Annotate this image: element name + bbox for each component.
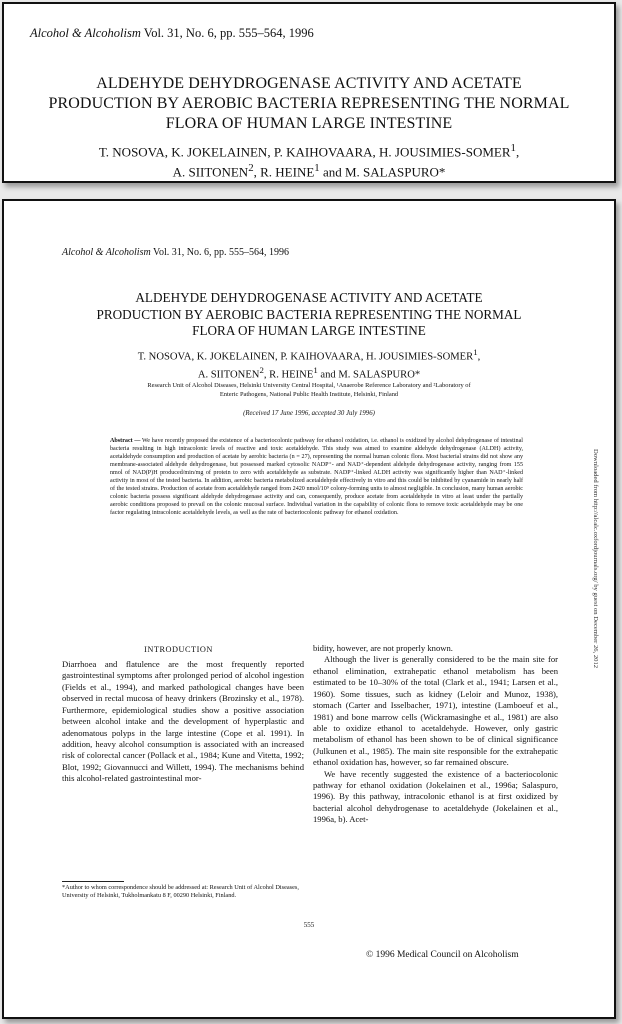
author-names: A. SIITONEN — [197, 369, 260, 381]
affiliation-marker: 1 — [313, 365, 318, 376]
paragraph: bidity, however, are not properly known. — [313, 643, 453, 653]
affiliation-line: Research Unit of Alcohol Diseases, Helsinki University Central Hospital, ¹Anaerobe Reference Laboratory and ²Laboratory of — [147, 382, 471, 389]
author-names: A. SIITONEN — [172, 164, 249, 180]
abstract-text: We have recently proposed the existence of a bacteriocolonic pathway for ethanol oxidation, i.e. ethanol is oxidized by alcohol dehydrogenase of intestinal bacteria resulting in high intracolonic levels of reactive and toxic acetaldehyde. This study was aimed to examine aldehyde dehydrogenase (ALDH) activity, acetaldehyde consumption and production of acetate by aerobic bacteria (n = 27), representing the normal human colonic flora. Most bacterial strains did not show any membrane-associated aldehyde dehydrogenase, but possessed marked cytosolic NADP⁺- and NAD⁺-dependent aldehyde dehydrogenase activity, ranging from 155 nmol of NAD(P)H produced/min/mg of protein to zero with acetaldehyde as substrate. NADP⁺-linked ALDH activity was significantly higher than NAD⁺-linked activity in most of the tested bacteria. In addition, aerobic bacteria metabolized acetaldehyde effectively in vitro and this could be inhibited by cyanamide in nearly half of the tested strains. Production of acetate from acetaldehyde ranged from 2420 nmol/10⁹ colony-forming units to almost negligible. In conclusion, many human aerobic colonic bacteria possess significant aldehyde dehydrogenase activity and can, consequently, produce acetate from acetaldehyde in vitro at least under the partially aerobic conditions proposed to prevail on the colonic mucosal surface. Individual variation in the capability of colonic flora to remove toxic acetaldehyde may be one factor regulating intracolonic acetaldehyde levels, as well as the rate of bacteriocolonic pathway for ethanol oxidation. — [110, 438, 524, 517]
article-title — [24, 290, 594, 340]
paper-page — [2, 199, 616, 1019]
author-line: T. NOSOVA, K. JOKELAINEN, P. KAIHOVAARA, H. JOUSIMIES-SOMER$^1$, — [137, 347, 481, 363]
page-number: 555 — [303, 921, 315, 929]
author-line: T. NOSOVA, K. JOKELAINEN, P. KAIHOVAARA, H. JOUSIMIES-SOMER$^1$, — [98, 142, 520, 160]
title-line: ALDEHYDE DEHYDROGENASE ACTIVITY AND ACETATE — [135, 290, 483, 305]
abstract-label: Abstract — — [110, 438, 141, 444]
author-list — [24, 346, 594, 382]
copyright-notice: © 1996 Medical Council on Alcoholism — [366, 950, 519, 960]
affiliation-marker: 2 — [259, 365, 264, 376]
text-column-left — [62, 659, 304, 785]
journal-citation — [30, 26, 314, 41]
download-note-text: Downloaded from http://alcalc.oxfordjournals.org/ by guest on December 26, 2012 — [592, 449, 599, 669]
author-names: and M. SALASPURO* — [317, 369, 421, 381]
text-column-right — [313, 643, 558, 826]
title-line: PRODUCTION BY AEROBIC BACTERIA REPRESENTING THE NORMAL — [96, 306, 522, 322]
affiliation — [64, 381, 554, 399]
title-line: ALDEHYDE DEHYDROGENASE ACTIVITY AND ACETATE — [96, 75, 522, 92]
footnote-divider — [62, 881, 124, 882]
affiliation-marker: 1 — [314, 162, 320, 175]
title-line: PRODUCTION BY AEROBIC BACTERIA REPRESENTING THE NORMAL — [48, 95, 570, 112]
download-note — [589, 449, 601, 889]
author-names: , R. HEINE — [263, 369, 314, 381]
author-line — [24, 364, 594, 382]
journal-issue-info: Vol. 31, No. 6, pp. 555–564, 1996 — [143, 26, 314, 40]
affiliation-marker: 1 — [473, 347, 478, 357]
affiliation-marker: 2 — [248, 162, 254, 175]
journal-name: Alcohol & Alcoholism — [30, 26, 141, 40]
author-names: T. NOSOVA, K. JOKELAINEN, P. KAIHOVAARA, H. JOUSIMIES-SOMER — [98, 144, 511, 160]
author-list — [14, 140, 604, 181]
journal-citation — [62, 247, 289, 258]
journal-issue-info: Vol. 31, No. 6, pp. 555–564, 1996 — [153, 247, 289, 258]
author-names: and M. SALASPURO* — [319, 164, 446, 180]
paragraph: We have recently suggested the existence of a bacteriocolonic pathway for ethanol oxidation (Jokelainen et al., 1996a; Salaspuro, 1996). By this pathway, intracolonic ethanol is at first oxidized by bacterial alcohol dehydrogenase to acetaldehyde (Jokelainen et al., 1996a, b). Acet- — [313, 768, 558, 825]
author-names: , R. HEINE — [253, 164, 315, 180]
received-date: (Received 17 June 1996, accepted 30 July 1996) — [243, 410, 375, 417]
paragraph: Although the liver is generally considered to be the main site for ethanol elimination, extrahepatic ethanol metabolism has been estimated to be 10–30% of the total (Clark et al., 1941; Larsen et al., 1960). Some tissues, such as kidney (Leloir and Munoz, 1938), stomach (Carter and Isselbacher, 1971), intestine (Lamboeuf et al., 1981) and bone marrow cells (Wickramasinghe et al., 1981) are also able to oxidize ethanol to acetaldehyde. However, only gastric metabolism of ethanol has been shown to be of clinical significance (Julkunen et al., 1985). The main site responsible for the extrahepatic ethanol oxidation has, however, so far remained obscure. — [313, 654, 558, 768]
journal-name: Alcohol & Alcoholism — [62, 247, 151, 258]
affiliation-marker: 1 — [510, 142, 516, 154]
affiliation-line: Enteric Pathogens, National Public Health Institute, Helsinki, Finland — [219, 391, 399, 398]
title-line: FLORA OF HUMAN LARGE INTESTINE — [165, 115, 453, 132]
section-heading-introduction: INTRODUCTION — [144, 645, 213, 654]
author-line — [14, 160, 604, 180]
correspondence-footnote: *Author to whom correspondence should be addressed at: Research Unit of Alcohol Diseases, University of Helsinki, Tukholmankatu 8 F, 00290 Helsinki, Finland. — [62, 884, 299, 900]
author-names: T. NOSOVA, K. JOKELAINEN, P. KAIHOVAARA, H. JOUSIMIES-SOMER — [137, 351, 474, 363]
article-title — [14, 74, 604, 134]
paragraph: Diarrhoea and flatulence are the most frequently reported gastrointestinal symptoms after prolonged period of alcohol ingestion (Fields et al., 1994), and marked pathological changes have been observed in rectal mucosa of heavy drinkers (Brozinsky et al., 1978). Furthermore, epidemiological studies show a positive association between alcohol intake and the development of hyperplastic and adenomatous polyps in the large intestine (Cope et al. 1991). In addition, heavy alcohol consumption is associated with an increased risk of colorectal cancer (Pollack et al., 1984; Kune and Vitetta, 1992; Blot, 1992; Giovannucci and Willett, 1994). The mechanisms behind this alcohol-related gastrointestinal mor- — [62, 659, 304, 784]
title-crop-panel — [2, 2, 616, 183]
title-line: FLORA OF HUMAN LARGE INTESTINE — [192, 323, 426, 338]
abstract — [110, 437, 523, 517]
